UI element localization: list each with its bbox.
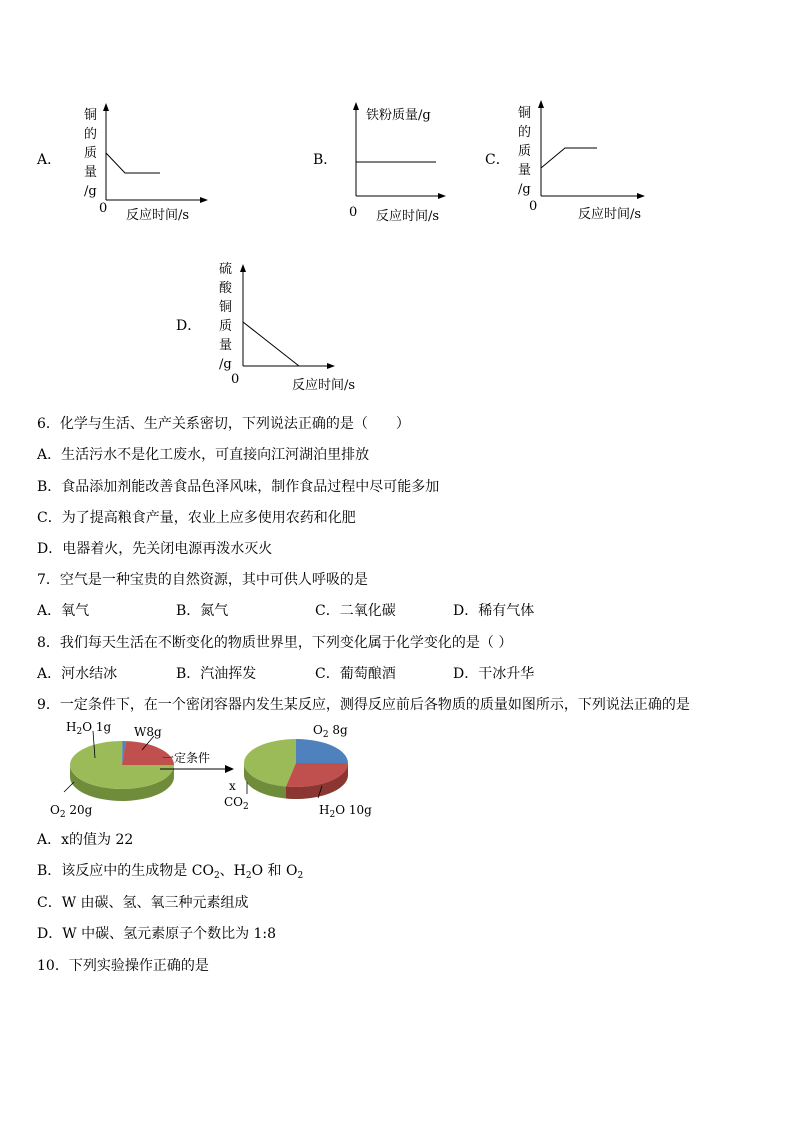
q8-stem: 8．我们每天生活在不断变化的物质世界里，下列变化属于化学变化的是（ ） — [37, 635, 513, 651]
q6-option-d: D．电器着火，先关闭电源再泼水灭火 — [37, 541, 273, 557]
left-h2o-label: $H_2O$ 1g — [66, 720, 112, 737]
graph-a-x-arrow — [200, 197, 208, 203]
q9-option-b: B．该反应中的生成物是 $CO_2$、$H_2O$ 和 $O_2$ — [37, 863, 304, 881]
graph-d-origin: 0 — [231, 372, 240, 387]
option-d-letter: D． — [176, 318, 202, 334]
option-a-letter: A． — [37, 152, 62, 168]
graph-c-x-arrow — [637, 193, 645, 199]
q7-stem: 7．空气是一种宝贵的自然资源，其中可供人呼吸的是 — [37, 572, 368, 588]
q6-option-b: B．食品添加剂能改善食品色泽风味，制作食品过程中尽可能多加 — [37, 479, 440, 495]
q8-option-d: D．干冰升华 — [453, 666, 535, 682]
graph-a-ylabel-char: /g — [84, 184, 97, 199]
graph-c-line — [541, 148, 597, 168]
graph-b-origin: 0 — [349, 205, 358, 220]
graph-a-ylabel-char: 铜 — [84, 108, 98, 123]
q9-option-c: C．W 由碳、氢、氧三种元素组成 — [37, 895, 249, 911]
q8-option-b: B．汽油挥发 — [176, 666, 257, 682]
graph-d-ylabel-char: 硫 — [219, 262, 233, 277]
q7-option-b: B．氮气 — [176, 603, 229, 619]
right-pie-slice-o2 — [296, 739, 348, 763]
q9-stem: 9．一定条件下，在一个密闭容器内发生某反应，测得反应前后各物质的质量如图所示，下列说法正确的是 — [37, 697, 690, 713]
condition-arrow-head — [225, 765, 234, 773]
right-h2o-label: $H_2O$ 10g — [319, 803, 372, 820]
q6-option-c: C．为了提高粮食产量，农业上应多使用农药和化肥 — [37, 510, 356, 526]
graph-a-y-arrow — [103, 103, 109, 111]
graph-b-ylabel: 铁粉质量/g — [366, 108, 431, 123]
graph-c-xlabel: 反应时间/s — [578, 207, 642, 222]
graph-d-ylabel-char: 酸 — [219, 281, 233, 296]
graph-c-ylabel — [518, 104, 534, 199]
q7-option-d: D．稀有气体 — [453, 603, 535, 619]
option-b-letter: B． — [313, 152, 338, 168]
left-o2-leader — [64, 782, 74, 792]
graph-d-ylabel-char: /g — [219, 357, 232, 372]
left-w-label: W8g — [134, 725, 162, 739]
graph-c-ylabel-char: 质 — [518, 144, 532, 159]
q6-option-a: A．生活污水不是化工废水，可直接向江河湖泊里排放 — [37, 447, 370, 463]
graph-d-ylabel-char: 质 — [219, 319, 233, 334]
graph-c-plot — [535, 96, 650, 201]
right-o2-label: $O_2$ 8g — [313, 723, 348, 740]
q7-option-c: C．二氧化碳 — [315, 603, 396, 619]
right-pie — [244, 739, 348, 799]
q6-stem: 6．化学与生活、生产关系密切，下列说法正确的是（ ） — [37, 416, 410, 432]
graph-c-ylabel-char: 铜 — [518, 106, 532, 121]
graph-a-ylabel-char: 质 — [84, 146, 98, 161]
graph-c-origin: 0 — [529, 199, 538, 214]
graph-a-ylabel-char: 量 — [84, 165, 98, 180]
graph-a-xlabel: 反应时间/s — [126, 208, 190, 223]
q8-option-a: A．河水结冰 — [37, 666, 118, 682]
graph-d-y-arrow — [240, 264, 246, 272]
q9-option-d: D．W 中碳、氢元素原子个数比为 1:8 — [37, 926, 277, 942]
graph-a-origin: 0 — [99, 201, 108, 216]
graph-d-plot — [237, 260, 342, 372]
graph-b-xlabel: 反应时间/s — [376, 209, 440, 224]
graph-d-line — [243, 322, 299, 366]
graph-b-x-arrow — [438, 193, 446, 199]
q9-option-a: A．x的值为 22 — [37, 832, 134, 848]
graph-a-ylabel — [84, 106, 100, 201]
graph-d-ylabel — [219, 260, 235, 374]
graph-d-ylabel-char: 量 — [219, 338, 233, 353]
graph-c-y-arrow — [538, 100, 544, 108]
left-pie — [70, 741, 174, 801]
graph-a-plot — [100, 100, 210, 205]
graph-b-y-arrow — [353, 102, 359, 110]
graph-c-ylabel-char: /g — [518, 182, 531, 197]
graph-d-xlabel: 反应时间/s — [292, 378, 356, 393]
q8-option-c: C．葡萄酿酒 — [315, 666, 396, 682]
graph-c-ylabel-char: 的 — [518, 125, 532, 140]
q10-stem: 10．下列实验操作正确的是 — [37, 958, 209, 974]
option-c-letter: C． — [485, 152, 510, 168]
left-o2-label: $O_2$ 20g — [50, 803, 93, 820]
graph-b-plot — [350, 98, 450, 203]
graph-c-ylabel-char: 量 — [518, 163, 532, 178]
graph-d-ylabel-char: 铜 — [219, 300, 233, 315]
graph-a-line — [106, 153, 160, 173]
q7-option-a: A．氧气 — [37, 603, 90, 619]
right-co2-label: $CO_2$ — [224, 795, 249, 812]
right-x-label: x — [229, 779, 236, 793]
graph-a-ylabel-char: 的 — [84, 127, 98, 142]
condition-arrow-label: 一定条件 — [162, 751, 211, 765]
graph-d-x-arrow — [327, 363, 335, 369]
